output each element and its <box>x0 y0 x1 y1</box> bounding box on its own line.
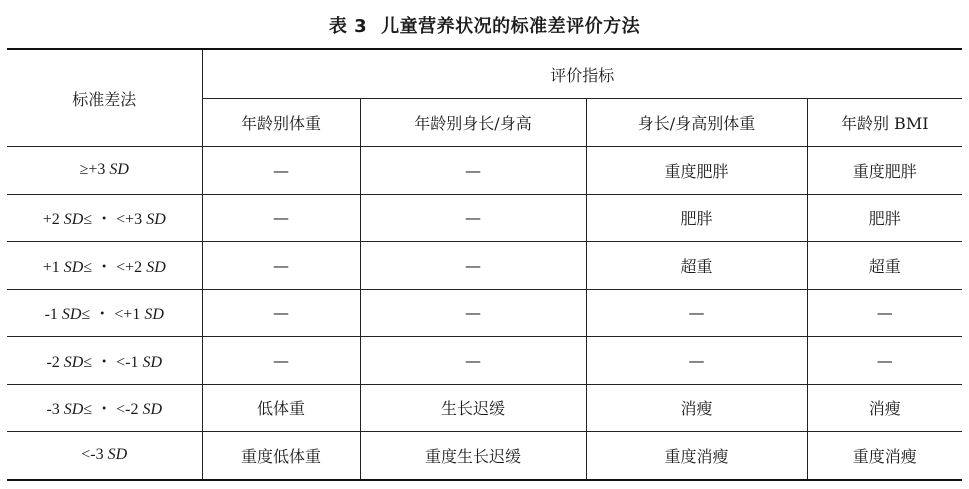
table-cell: 重度消瘦 <box>807 432 962 480</box>
table-cell: 重度消瘦 <box>586 432 807 480</box>
sd-range-cell: -3 SD≤ ・ <-2 SD <box>7 384 202 432</box>
table-row <box>7 242 962 290</box>
table-cell: — <box>360 147 586 195</box>
sd-range-cell: -2 SD≤ ・ <-1 SD <box>7 337 202 385</box>
sd-range-cell: ≥+3 SD <box>7 147 202 195</box>
sd-range-cell: +1 SD≤ ・ <+2 SD <box>7 242 202 290</box>
table-cell: 消瘦 <box>586 384 807 432</box>
column-header-length-for-age: 年龄别身长/身高 <box>360 99 586 147</box>
table-cell: — <box>807 289 962 337</box>
table-row <box>7 384 962 432</box>
table-cell: 重度肥胖 <box>586 147 807 195</box>
table-row <box>7 432 962 480</box>
table-cell: 肥胖 <box>586 194 807 242</box>
table-cell: — <box>202 147 360 195</box>
table-cell: 重度生长迟缓 <box>360 432 586 480</box>
table-caption <box>0 12 969 38</box>
sd-evaluation-table <box>7 48 962 481</box>
table-row <box>7 194 962 242</box>
row-header-sd-method: 标准差法 <box>7 49 202 147</box>
table-row <box>7 147 962 195</box>
group-header-indicators: 评价指标 <box>202 49 962 99</box>
table-cell: 重度肥胖 <box>807 147 962 195</box>
table-cell: 消瘦 <box>807 384 962 432</box>
sd-range-cell: +2 SD≤ ・ <+3 SD <box>7 194 202 242</box>
table-cell: 肥胖 <box>807 194 962 242</box>
table-title: 儿童营养状况的标准差评价方法 <box>381 16 641 37</box>
table-cell: — <box>202 242 360 290</box>
table-row <box>7 289 962 337</box>
table-cell: 超重 <box>586 242 807 290</box>
table-cell: 低体重 <box>202 384 360 432</box>
table-number: 表 3 <box>328 16 368 37</box>
table-cell: — <box>807 337 962 385</box>
column-header-bmi-for-age: 年龄别 BMI <box>807 99 962 147</box>
table-cell: 生长迟缓 <box>360 384 586 432</box>
table-cell: 超重 <box>807 242 962 290</box>
table-cell: — <box>360 242 586 290</box>
table-cell: — <box>360 194 586 242</box>
table-cell: — <box>202 289 360 337</box>
table-cell: — <box>586 337 807 385</box>
table-cell: — <box>586 289 807 337</box>
table-row <box>7 337 962 385</box>
table-cell: — <box>202 337 360 385</box>
sd-range-cell: <-3 SD <box>7 432 202 480</box>
table-cell: 重度低体重 <box>202 432 360 480</box>
sd-range-cell: -1 SD≤ ・ <+1 SD <box>7 289 202 337</box>
column-header-weight-for-length: 身长/身高别体重 <box>586 99 807 147</box>
table-cell: — <box>360 337 586 385</box>
table-cell: — <box>360 289 586 337</box>
column-header-weight-for-age: 年龄别体重 <box>202 99 360 147</box>
table-cell: — <box>202 194 360 242</box>
